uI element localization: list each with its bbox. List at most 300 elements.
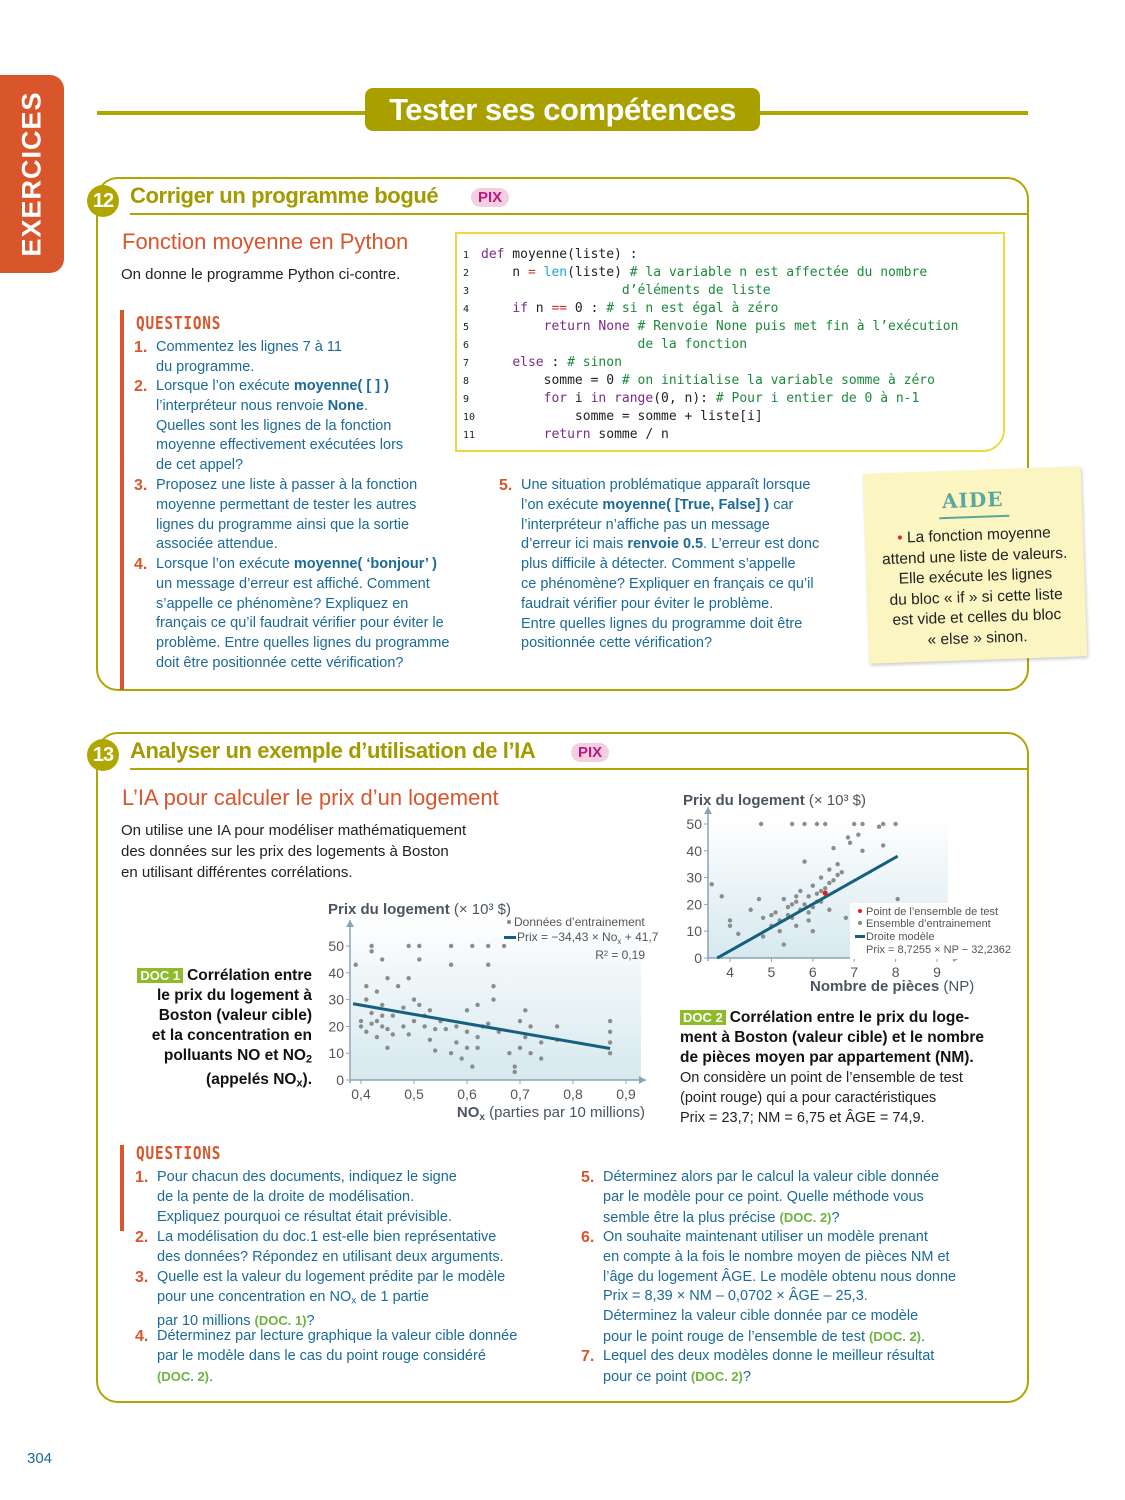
data-point xyxy=(449,963,453,967)
text-segment: Lequel des deux modèles donne le meilleur résultat pour ce point xyxy=(603,1348,935,1385)
data-point xyxy=(802,859,806,863)
legend-line xyxy=(504,936,516,939)
data-point xyxy=(407,1032,411,1036)
data-point xyxy=(794,900,798,904)
data-point xyxy=(848,841,852,845)
legend-train-dot xyxy=(858,921,862,925)
data-point xyxy=(475,1035,479,1039)
data-point xyxy=(417,1003,421,1007)
data-point xyxy=(802,822,806,826)
x-tick-label: 6 xyxy=(808,964,817,980)
exercices-side-tab xyxy=(0,75,64,273)
data-point xyxy=(369,1022,373,1026)
text-segment: . xyxy=(921,1328,926,1345)
line-number: 1 xyxy=(463,250,470,261)
data-point xyxy=(475,1046,479,1050)
aide-title: AIDE xyxy=(941,486,1004,514)
y-tick-label: 0 xyxy=(694,950,702,966)
question-number: 3. xyxy=(134,477,148,494)
text-segment: de 1 partie par 10 millions xyxy=(157,1288,429,1330)
data-point xyxy=(465,1030,469,1034)
x-tick-label: 0,7 xyxy=(510,1086,530,1102)
data-point xyxy=(502,944,506,948)
data-point xyxy=(815,891,819,895)
questions-heading: QUESTIONS xyxy=(136,1143,222,1164)
data-point xyxy=(359,1024,363,1028)
code-line xyxy=(463,246,638,264)
data-point xyxy=(375,989,379,993)
data-point xyxy=(881,843,885,847)
text-segment: Commentez les lignes 7 à 11 du programme. xyxy=(156,339,342,375)
exercise-12-subtitle: Fonction moyenne en Python xyxy=(122,229,409,254)
code-token: # on initialise la variable somme à zéro xyxy=(621,373,935,388)
data-point xyxy=(470,1064,474,1068)
data-point xyxy=(736,932,740,936)
data-point xyxy=(391,1013,395,1017)
code-token xyxy=(481,391,544,406)
data-point xyxy=(369,949,373,953)
doc-reference: (DOC. 1) xyxy=(254,1313,307,1329)
code-token: else xyxy=(512,355,544,370)
data-point xyxy=(786,905,790,909)
text-segment: un message d’erreur est affiché. Comment s’appelle ce phénomène? Expliquez en français ce qu’il faudrait vérifier pour éviter le problème. Entre quelles lignes du programme doit être positionnée cette vérification? xyxy=(156,575,450,671)
code-token: # sinon xyxy=(567,355,622,370)
data-point xyxy=(380,1013,384,1017)
code-token xyxy=(630,319,638,334)
y-tick-label: 20 xyxy=(686,896,702,913)
data-point xyxy=(811,883,815,887)
data-point xyxy=(827,881,831,885)
questions-accent-bar xyxy=(120,1145,124,1231)
x-tick-label: 0,4 xyxy=(351,1086,371,1102)
page-number: 304 xyxy=(27,1450,53,1467)
text-segment: ? xyxy=(306,1313,315,1330)
code-line xyxy=(463,408,763,426)
data-point xyxy=(354,963,358,967)
data-point xyxy=(608,1040,612,1044)
code-token: (liste) xyxy=(567,265,630,280)
data-point xyxy=(364,1030,368,1034)
question-number: 7. xyxy=(581,1348,595,1365)
data-point xyxy=(491,997,495,1001)
code-token: d’éléments de liste xyxy=(481,283,771,298)
question-3 xyxy=(135,1268,506,1332)
text-segment: x xyxy=(296,1077,303,1090)
code-token: n xyxy=(481,265,528,280)
data-point xyxy=(895,897,899,901)
data-point xyxy=(380,957,384,961)
data-point xyxy=(491,984,495,988)
data-point xyxy=(777,929,781,933)
legend-equation: Prix = 8,7255 × NP − 32,2362 xyxy=(866,944,1012,956)
doc2-text: On considère un point de l’ensemble de test (point rouge) qui a pour caractéristiques Prix = 23,7; NM = 6,75 et ÂGE = 74,9. xyxy=(680,1070,963,1126)
x-tick-label: 0,9 xyxy=(616,1086,636,1102)
text-segment: ). xyxy=(302,1070,312,1088)
data-point xyxy=(819,889,823,893)
text-segment: x xyxy=(351,1295,357,1307)
data-point xyxy=(782,942,786,946)
code-line xyxy=(463,426,669,444)
data-point xyxy=(507,1051,511,1055)
text-segment: l’interpréteur nous renvoie xyxy=(156,397,324,414)
data-point xyxy=(728,924,732,928)
y-tick-label: 0 xyxy=(336,1072,344,1088)
doc2-label: DOC 2 xyxy=(680,1010,726,1025)
data-point xyxy=(811,929,815,933)
text-segment: renvoie 0.5 xyxy=(627,536,704,553)
data-point xyxy=(391,1032,395,1036)
code-token: somme / n xyxy=(590,427,669,442)
data-point xyxy=(401,1024,405,1028)
code-token: = xyxy=(527,265,536,280)
text-segment: Déterminez par lecture graphique la valeur cible donnée par le modèle dans le cas du point rouge considéré xyxy=(157,1328,518,1364)
test-point xyxy=(823,891,828,896)
code-token: n xyxy=(527,301,552,316)
data-point xyxy=(790,822,794,826)
question-3 xyxy=(134,476,418,555)
x-tick-label: 0,5 xyxy=(404,1086,424,1102)
exercise-13-number: 13 xyxy=(87,739,119,771)
y-tick-label: 40 xyxy=(328,964,344,981)
code-token: def xyxy=(481,247,505,262)
code-token: de la fonction xyxy=(481,337,748,352)
question-1 xyxy=(134,338,342,378)
chart2-ylabel: Prix du logement (× 10³ $) xyxy=(683,792,866,809)
text-segment: Lorsque l’on exécute xyxy=(156,378,294,394)
y-tick-label: 20 xyxy=(328,1018,344,1035)
aide-body: La fonction moyenne attend une liste de valeurs. Elle exécute les lignes du bloc « if » si cette liste est vide et celles du bloc « else » sinon. xyxy=(881,524,1068,649)
doc1-label: DOC 1 xyxy=(137,968,183,983)
question-4 xyxy=(134,555,450,674)
data-point xyxy=(806,910,810,914)
questions-heading: QUESTIONS xyxy=(136,313,222,334)
data-point xyxy=(513,1070,517,1074)
question-number: 6. xyxy=(581,1229,595,1246)
data-point xyxy=(428,1008,432,1012)
question-number: 2. xyxy=(135,1229,149,1246)
python-code-block xyxy=(455,232,1005,452)
exercise-13-divider xyxy=(130,768,1027,770)
data-point xyxy=(856,833,860,837)
text-segment: moyenne( [True, False] ) xyxy=(602,496,770,513)
question-number: 4. xyxy=(135,1328,149,1345)
code-token: len xyxy=(543,265,568,280)
data-point xyxy=(454,1040,458,1044)
code-line xyxy=(463,336,747,354)
line-number: 7 xyxy=(463,358,470,369)
page-title: Tester ses compétences xyxy=(365,88,760,131)
code-token: # Renvoie None puis met fin à l’exécution xyxy=(637,319,959,334)
line-number: 4 xyxy=(463,304,470,315)
data-point xyxy=(539,1040,543,1044)
legend-test-dot xyxy=(858,909,862,913)
data-point xyxy=(359,1019,363,1023)
data-point xyxy=(720,894,724,898)
question-number: 5. xyxy=(499,477,513,494)
y-tick-label: 10 xyxy=(328,1045,344,1062)
chart2-xlabel: Nombre de pièces (NP) xyxy=(810,978,975,995)
code-token xyxy=(481,301,512,316)
data-point xyxy=(433,1027,437,1031)
data-point xyxy=(475,1003,479,1007)
data-point xyxy=(369,1011,373,1015)
text-segment: car l’interpréteur n’affiche pas un message d’erreur ici mais xyxy=(521,496,794,553)
exercise-13-subtitle: L’IA pour calculer le prix d’un logement xyxy=(122,785,499,810)
data-point xyxy=(523,1035,527,1039)
aide-text xyxy=(865,522,1087,653)
exercise-12-number: 12 xyxy=(87,185,119,217)
question-number: 2. xyxy=(134,378,148,395)
code-token: 0 : xyxy=(567,301,607,316)
text-segment: Corrélation entre le prix du logement à Boston (valeur cible) et la concentration en polluants NO et NO xyxy=(151,967,312,1064)
chart-nox-price xyxy=(320,895,659,1127)
question-number: 1. xyxy=(135,1169,149,1186)
code-token: range xyxy=(614,391,654,406)
data-point xyxy=(710,882,714,886)
data-point xyxy=(608,1019,612,1023)
text-segment: Quelle est la valeur du logement prédite par le modèle pour une concentration en NO xyxy=(157,1269,506,1305)
question-number: 1. xyxy=(134,339,148,356)
data-point xyxy=(608,1051,612,1055)
data-point xyxy=(375,1035,379,1039)
code-token: somme = somme + liste[i] xyxy=(481,409,763,424)
text-segment: . Quelles sont les lignes de la fonction moyenne effectivement exécutées lors de cet appel? xyxy=(156,397,404,474)
y-tick-label: 10 xyxy=(686,923,702,940)
text-segment: ? xyxy=(742,1368,751,1385)
exercise-13-intro: On utilise une IA pour modéliser mathématiquement des données sur les prix des logements à Boston en utilisant différentes corrélations. xyxy=(121,822,467,881)
x-tick-label: 9 xyxy=(933,964,941,980)
text-segment: La modélisation du doc.1 est-elle bien représentative des données? Répondez en utilisant deux arguments. xyxy=(157,1229,504,1265)
data-point xyxy=(407,944,411,948)
data-point xyxy=(846,835,850,839)
text-segment: Une situation problématique apparaît lorsque l’on exécute xyxy=(521,477,811,513)
data-point xyxy=(806,894,810,898)
data-point xyxy=(412,997,416,1001)
chart-rooms-price xyxy=(675,785,1015,1000)
x-tick-label: 5 xyxy=(767,964,776,980)
data-point xyxy=(815,822,819,826)
x-tick-label: 0,8 xyxy=(563,1086,583,1102)
code-token: return xyxy=(543,427,591,442)
data-point xyxy=(470,944,474,948)
code-token xyxy=(481,319,544,334)
data-point xyxy=(385,1046,389,1050)
questions-accent-bar xyxy=(120,310,124,690)
code-line xyxy=(463,300,778,318)
data-point xyxy=(385,976,389,980)
code-token: return None xyxy=(543,319,630,334)
text-segment: moyenne( [ ] ) xyxy=(293,378,389,394)
data-point xyxy=(759,822,763,826)
code-token: if xyxy=(512,301,528,316)
y-tick-label: 30 xyxy=(686,869,702,886)
line-number: 3 xyxy=(463,286,470,297)
data-point xyxy=(823,822,827,826)
aide-underline xyxy=(939,515,1009,519)
legend-test: Point de l’ensemble de test xyxy=(866,906,999,918)
code-token xyxy=(481,355,512,370)
code-token: for xyxy=(543,391,568,406)
aide-sticky-note xyxy=(863,466,1087,663)
code-token: == xyxy=(551,301,568,316)
question-number: 5. xyxy=(581,1169,595,1186)
text-segment: None xyxy=(327,397,364,414)
y-tick-label: 40 xyxy=(686,842,702,859)
doc-reference: (DOC. 2) xyxy=(690,1368,743,1384)
line-number: 10 xyxy=(463,412,476,423)
question-2 xyxy=(135,1228,504,1268)
text-segment: 2 xyxy=(305,1053,312,1066)
line-number: 5 xyxy=(463,322,470,333)
legend-model: Droite modèle xyxy=(866,931,935,943)
exercise-13-title: Analyser un exemple d’utilisation de l’IA xyxy=(130,738,536,763)
data-point xyxy=(831,846,835,850)
data-point xyxy=(454,1024,458,1028)
legend-training: Données d’entrainement xyxy=(514,915,645,929)
data-point xyxy=(844,916,848,920)
chart1-ylabel: Prix du logement (× 10³ $) xyxy=(328,901,511,918)
legend-r2: R² = 0,19 xyxy=(595,948,645,962)
data-point xyxy=(375,1019,379,1023)
code-token xyxy=(481,427,544,442)
data-point xyxy=(608,1030,612,1034)
data-point xyxy=(831,878,835,882)
data-point xyxy=(757,897,761,901)
data-point xyxy=(513,1064,517,1068)
data-point xyxy=(823,886,827,890)
data-point xyxy=(422,1024,426,1028)
data-point xyxy=(794,924,798,928)
legend-dot xyxy=(507,920,511,924)
bullet-icon: • xyxy=(896,529,908,547)
question-1 xyxy=(135,1168,457,1227)
data-point xyxy=(396,984,400,988)
data-point xyxy=(852,822,856,826)
code-token: somme = 0 xyxy=(481,373,622,388)
legend-equation: Prix = $-34,43 \times No_x + 41,7$ xyxy=(517,930,659,946)
code-line xyxy=(463,390,919,408)
code-token: in xyxy=(590,391,607,406)
x-tick-label: 4 xyxy=(726,964,734,980)
data-point xyxy=(369,944,373,948)
code-token xyxy=(606,391,614,406)
line-number: 2 xyxy=(463,268,470,279)
pix-badge: PIX xyxy=(571,743,609,762)
text-segment: Déterminez alors par le calcul la valeur cible donnée par le modèle pour ce point. Quelle méthode vous semble être la plus précise xyxy=(603,1169,940,1226)
data-point xyxy=(860,822,864,826)
question-4 xyxy=(135,1327,518,1387)
data-point xyxy=(877,824,881,828)
y-tick-label: 50 xyxy=(686,816,702,832)
doc1-caption-text xyxy=(152,967,312,1088)
text-segment: (appelés NO xyxy=(206,1070,297,1088)
x-tick-label: 8 xyxy=(891,964,900,980)
question-number: 4. xyxy=(134,556,148,573)
data-point xyxy=(555,1024,559,1028)
doc2-caption-text: Corrélation entre le prix du loge- ment à Boston (valeur cible) et le nombre de pièces moyen par appartement (NM). xyxy=(680,1009,985,1066)
data-point xyxy=(881,822,885,826)
y-tick-label: 30 xyxy=(328,991,344,1008)
code-token: # la variable n est affectée du nombre xyxy=(629,265,928,280)
data-point xyxy=(835,862,839,866)
exercise-12-divider xyxy=(130,213,1027,215)
doc-reference: (DOC. 2) xyxy=(869,1328,922,1344)
data-point xyxy=(835,873,839,877)
y-tick-label: 50 xyxy=(328,938,344,954)
data-point xyxy=(433,1048,437,1052)
data-point xyxy=(460,1056,464,1060)
code-token: (0, n): xyxy=(653,391,716,406)
data-point xyxy=(749,908,753,912)
data-point xyxy=(728,918,732,922)
exercise-12-title: Corriger un programme bogué xyxy=(130,183,439,208)
data-point xyxy=(802,902,806,906)
data-point xyxy=(486,963,490,967)
line-number: 8 xyxy=(463,376,470,387)
data-point xyxy=(893,822,897,826)
code-line xyxy=(463,354,622,372)
doc-reference: (DOC. 2) xyxy=(779,1209,832,1225)
doc2-caption-title xyxy=(680,1008,1015,1068)
code-token: # si n est égal à zéro xyxy=(606,301,779,316)
pix-badge: PIX xyxy=(471,188,509,207)
text-segment: . xyxy=(209,1368,214,1385)
data-point xyxy=(364,984,368,988)
question-5 xyxy=(499,476,820,654)
text-segment: On souhaite maintenant utiliser un modèle prenant en compte à la fois le nombre moyen de pièces NM et l’âge du logement ÂGE. Le modèle obtenu nous donne Prix = 8,39 × NM – 0,0702 × ÂGE – 25,3. Déterminez la valeur cible donnée par ce modèle pour le point rouge de l’ensemble de test xyxy=(603,1229,957,1345)
text-segment: . L’erreur est donc plus difficile à détecter. Comment s’appelle ce phénomène? Expliquer en français ce qu’il faudrait vérifier pour éviter le problème. Entre quelles lignes du programme doit être positionnée cette vérification? xyxy=(521,536,820,652)
data-point xyxy=(407,976,411,980)
code-token: # Pour i entier de 0 à n-1 xyxy=(715,391,920,406)
code-token xyxy=(536,265,544,280)
data-point xyxy=(486,1022,490,1026)
data-point xyxy=(385,1027,389,1031)
data-point xyxy=(827,908,831,912)
data-point xyxy=(465,1046,469,1050)
data-point xyxy=(412,1019,416,1023)
data-point xyxy=(798,889,802,893)
data-point xyxy=(806,918,810,922)
doc-reference: (DOC. 2) xyxy=(157,1368,209,1384)
code-line xyxy=(463,282,771,300)
data-point xyxy=(840,870,844,874)
doc1-caption xyxy=(110,966,312,1093)
question-6 xyxy=(581,1228,957,1348)
text-segment: ? xyxy=(831,1209,840,1226)
data-point xyxy=(769,913,773,917)
data-point xyxy=(449,944,453,948)
chart1-xlabel: $NO_x$ (parties par 10 millions) xyxy=(456,1104,645,1123)
question-number: 3. xyxy=(135,1269,149,1286)
data-point xyxy=(761,934,765,938)
text-segment: Lorsque l’on exécute xyxy=(156,556,294,572)
line-number: 9 xyxy=(463,394,470,405)
question-2 xyxy=(134,377,404,476)
data-point xyxy=(523,1008,527,1012)
code-token: : xyxy=(543,355,568,370)
data-point xyxy=(486,944,490,948)
data-point xyxy=(539,1056,543,1060)
x-axis-arrow-icon xyxy=(639,1076,646,1084)
question-5 xyxy=(581,1168,940,1228)
data-point xyxy=(528,1051,532,1055)
data-point xyxy=(518,1046,522,1050)
question-7 xyxy=(581,1347,935,1388)
line-number: 6 xyxy=(463,340,470,351)
data-point xyxy=(860,849,864,853)
data-point xyxy=(518,1019,522,1023)
data-point xyxy=(528,1024,532,1028)
